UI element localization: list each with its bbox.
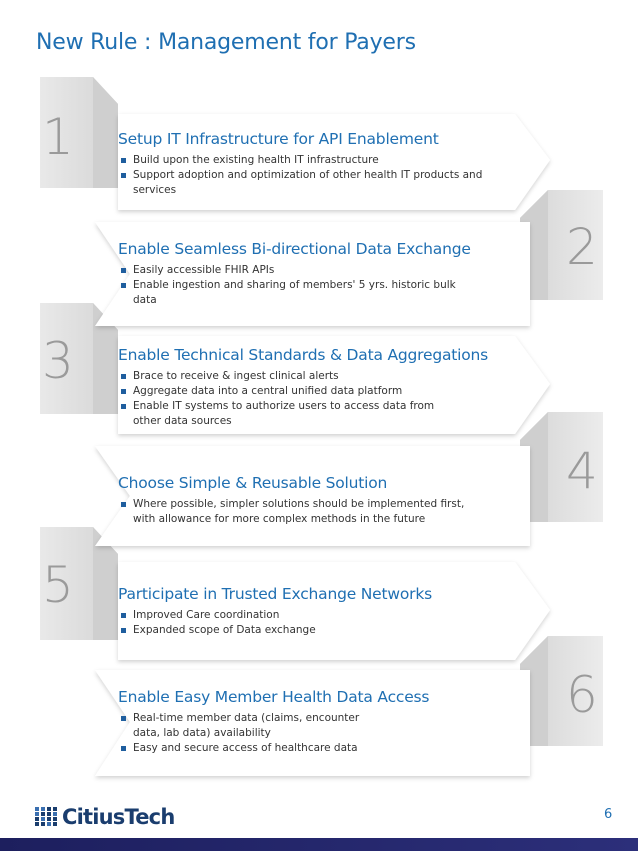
step-number-6: 6 [566, 666, 598, 724]
bullet-square-icon [121, 628, 126, 633]
page-number: 6 [604, 807, 613, 822]
bullet-item: Where possible, simpler solutions should be implemented first, with allowance for more complex methods in the future [118, 497, 478, 527]
step-number-5: 5 [42, 556, 74, 614]
step-bullets [118, 711, 368, 756]
bullet-square-icon [121, 173, 126, 178]
step-1 [118, 130, 488, 198]
bullet-square-icon [121, 374, 126, 379]
bullet-item: Easily accessible FHIR APIs [118, 263, 463, 278]
citiustech-logo [35, 805, 174, 829]
step-number-4: 4 [566, 442, 598, 500]
logo-grid-icon [35, 807, 57, 827]
step-title: Setup IT Infrastructure for API Enablement [118, 130, 439, 148]
bullet-item: Improved Care coordination [118, 608, 488, 623]
step-number-2: 2 [566, 218, 598, 276]
bullet-item: Expanded scope of Data exchange [118, 623, 488, 638]
bullet-square-icon [121, 404, 126, 409]
bullet-square-icon [121, 283, 126, 288]
bullet-item: Enable IT systems to authorize users to access data from other data sources [118, 399, 463, 429]
step-6 [118, 688, 430, 756]
bullet-item: Easy and secure access of healthcare data [118, 741, 368, 756]
bullet-item: Build upon the existing health IT infrastructure [118, 153, 488, 168]
bullet-item: Support adoption and optimization of other health IT products and services [118, 168, 488, 198]
bullet-square-icon [121, 502, 126, 507]
step-bullets [118, 263, 463, 308]
step-3 [118, 346, 489, 429]
bullet-square-icon [121, 389, 126, 394]
step-number-1: 1 [42, 108, 74, 166]
bullet-square-icon [121, 613, 126, 618]
logo-text: CitiusTech [62, 805, 175, 829]
bullet-item: Enable ingestion and sharing of members' 5 yrs. historic bulk data [118, 278, 463, 308]
step-2 [118, 240, 471, 308]
step-bullets [118, 608, 488, 638]
bullet-square-icon [121, 268, 126, 273]
step-number-3: 3 [42, 332, 74, 390]
page-title: New Rule : Management for Payers [36, 30, 416, 55]
step-title: Participate in Trusted Exchange Networks [118, 585, 432, 603]
bullet-item: Real-time member data (claims, encounter data, lab data) availability [118, 711, 368, 741]
step-title: Enable Technical Standards & Data Aggregations [118, 346, 489, 364]
step-bullets [118, 153, 488, 198]
step-4 [118, 474, 478, 527]
bullet-item: Aggregate data into a central unified data platform [118, 384, 463, 399]
bullet-square-icon [121, 158, 126, 163]
step-bullets [118, 369, 463, 429]
step-5 [118, 585, 488, 638]
bullet-square-icon [121, 716, 126, 721]
bullet-item: Brace to receive & ingest clinical alerts [118, 369, 463, 384]
bullet-square-icon [121, 746, 126, 751]
step-title: Enable Seamless Bi-directional Data Exchange [118, 240, 471, 258]
step-title: Enable Easy Member Health Data Access [118, 688, 430, 706]
footer-bar [0, 838, 638, 851]
step-bullets [118, 497, 478, 527]
step-title: Choose Simple & Reusable Solution [118, 474, 388, 492]
